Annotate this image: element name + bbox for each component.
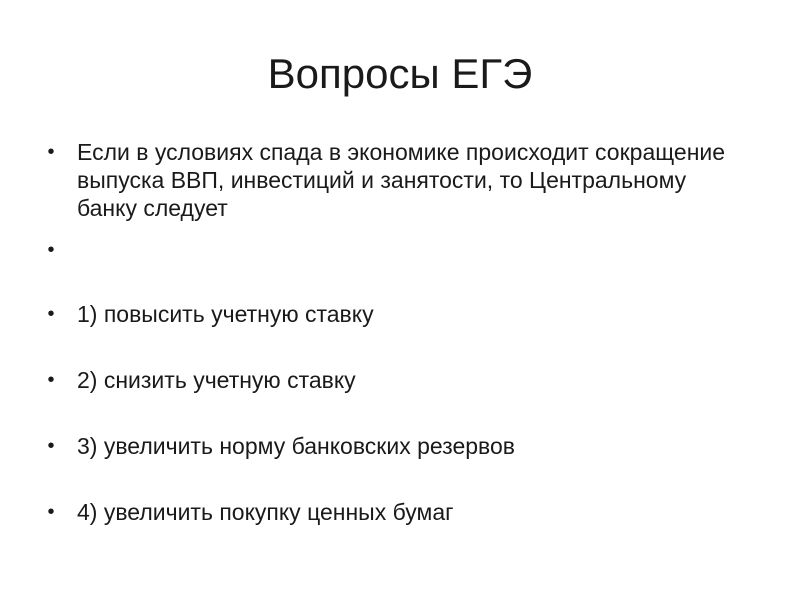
question-item	[40, 138, 740, 222]
option-item	[40, 498, 740, 526]
bullet-icon: •	[47, 239, 55, 261]
bullet-icon: •	[47, 369, 55, 391]
bullet-icon: •	[47, 501, 55, 523]
bullet-icon: •	[47, 303, 55, 325]
option-text: 1) повысить учетную ставку	[77, 301, 374, 327]
option-text: 2) снизить учетную ставку	[77, 367, 356, 393]
empty-bullet-item	[40, 236, 740, 264]
option-text: 3) увеличить норму банковских резервов	[77, 433, 516, 459]
option-item	[40, 300, 740, 328]
bullet-icon: •	[47, 435, 55, 457]
question-text: Если в условиях спада в экономике происходит сокращение выпуска ВВП, инвестиций и занятости, то Центральному банку следует	[77, 139, 726, 221]
option-text: 4) увеличить покупку ценных бумаг	[77, 499, 454, 525]
bullet-icon: •	[47, 141, 55, 163]
slide-title: Вопросы ЕГЭ	[267, 50, 533, 97]
option-item	[40, 366, 740, 394]
answer-list	[40, 138, 740, 564]
option-item	[40, 432, 740, 460]
